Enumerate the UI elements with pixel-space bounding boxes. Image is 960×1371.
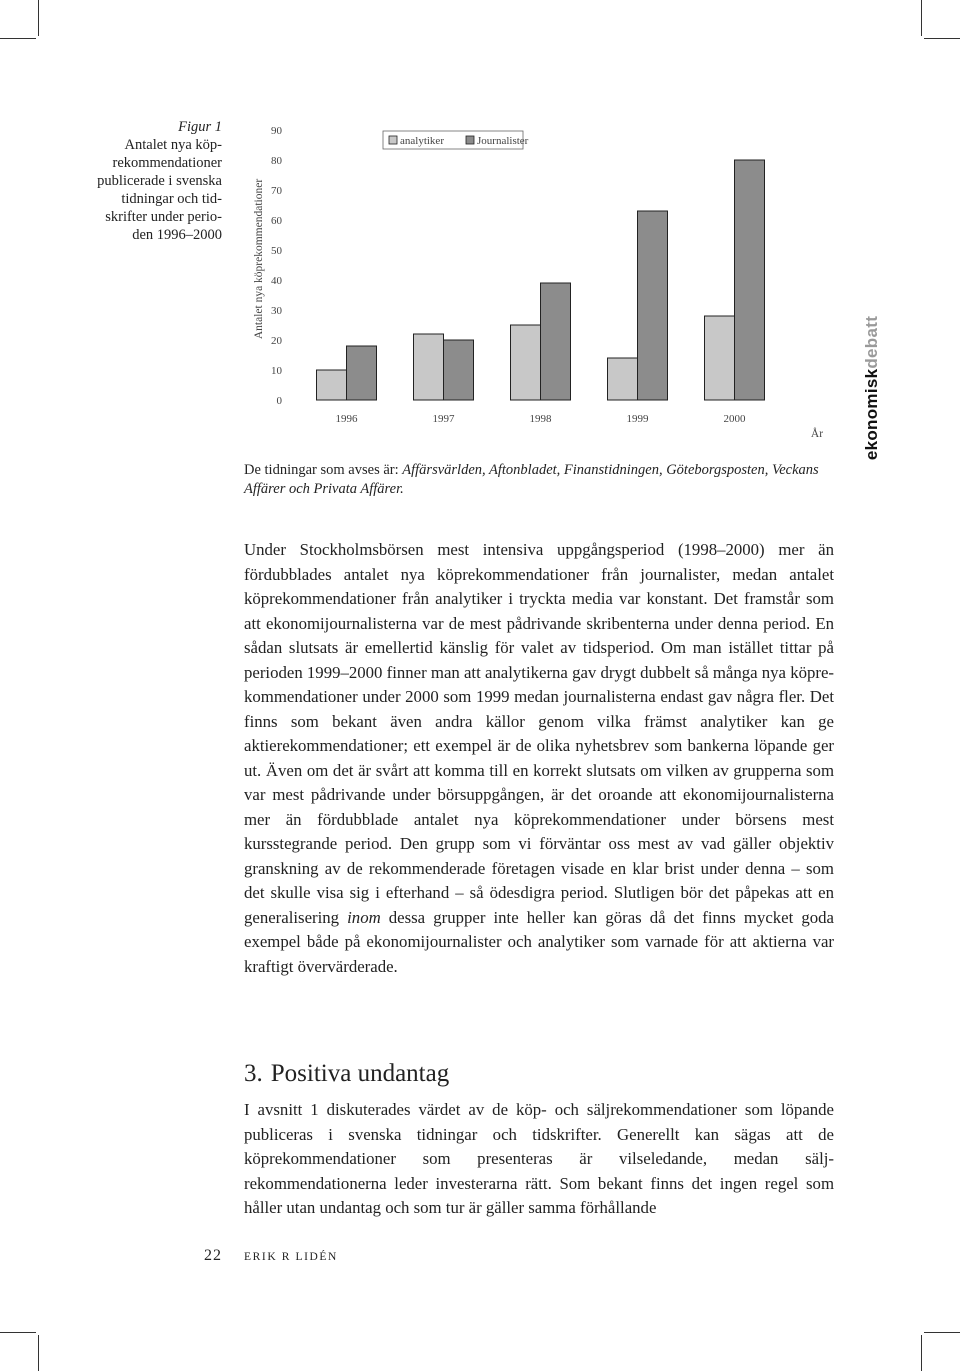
crop-mark <box>921 0 922 36</box>
figure-description: Antalet nya köprekommendationer publicerade i svenska tidningar och tidskrifter under perioden 1996–2000 <box>97 137 222 243</box>
body-text-part2: dessa grupper inte heller kan göras då det finns mycket goda exempel både på ekonomijournalister och analytiker som varnade för att aktierna var kraftigt övervärderade. <box>244 907 834 976</box>
legend-swatch-analytiker <box>389 136 397 144</box>
legend-label-analytiker: analytiker <box>400 135 444 147</box>
running-footer-author: ERIK R LIDÉN <box>244 1251 338 1263</box>
body-emphasis: inom <box>347 907 381 927</box>
bar-chart <box>240 110 840 445</box>
page-number: 22 <box>204 1247 222 1264</box>
crop-mark <box>38 0 39 36</box>
brand-part1: ekonomisk <box>862 368 881 460</box>
body-paragraph <box>244 538 834 979</box>
y-tick-label: 60 <box>271 215 282 227</box>
y-tick-label: 10 <box>271 365 282 377</box>
body-text-part1: Under Stockholmsbörsen mest intensiva uppgångsperiod (1998–2000) mer än fördubblades antalet nya köprekommendationer från journalister, medan antalet köprekommendationer från analytiker i tryckta media var konstant. Det framstår som att ekonomijournalisterna var de mest pådrivande skribenterna under denna period. En sådan slutsats är emellertid känslig för valet av tidsperiod. Om man istället tittar på perioden 1999–2000 finner man att analytikerna gav drygt dubbelt så många nya köprekommendationer under 2000 som 1999 medan journalisterna endast gav några fler. Det finns som bekant även andra källor genom vilka främst analytiker kan ge aktierekommendationer; ett exempel är de olika nyhetsbrev som bankerna löpande ger ut. Även om det är svårt att komma till en korrekt slutsats om vilken av grupperna som var mest pådrivande under börsuppgången, är det oroande att ekonomijournalisterna mer än fördubblade antalet nya köprekommendationer under börsens mest kursstegrande period. Den grupp som vi förväntar oss mest av vad gäller objektiv granskning av de rekommenderade företagen visade en klar brist under denna – som det skulle visa sig i efterhand – så ödesdigra period. Slutligen bör det påpekas att en generalisering <box>244 540 834 927</box>
legend-label-journalister: Journalister <box>477 135 529 147</box>
section-heading <box>244 1060 449 1088</box>
bar-analytiker-1997 <box>414 334 444 400</box>
bar-analytiker-1999 <box>608 358 638 400</box>
note-prefix: De tidningar som avses är: <box>244 462 403 478</box>
crop-mark <box>38 1335 39 1371</box>
x-tick-label: 2000 <box>723 413 746 425</box>
section-paragraph: I avsnitt 1 diskuterades värdet av de köp- och säljrekommendationer som löpande publiceras i svenska tidningar och tidskrifter. Generellt kan sägas att de köprekommendationer som presenteras är vilseledande, medan säljrekommendationerna leder investerarna rätt. Som bekant finns det ingen regel som håller utan undantag och som tur är gäller samma förhållande <box>244 1100 834 1217</box>
crop-mark <box>921 1335 922 1371</box>
figure-note <box>244 461 844 499</box>
section-number: 3. <box>244 1060 263 1087</box>
crop-mark <box>0 38 36 39</box>
x-tick-label: 1996 <box>335 413 358 425</box>
journal-brand <box>852 315 892 460</box>
figure-label: Figur 1 <box>178 119 222 135</box>
note-sources: Affärsvärlden, Aftonbladet, Finanstidningen, Göteborgsposten, Veckans Affärer och Privata Affärer. <box>244 462 819 497</box>
crop-mark <box>924 1332 960 1333</box>
crop-mark <box>0 1332 36 1333</box>
bar-journalister-1999 <box>638 211 668 400</box>
crop-mark <box>924 38 960 39</box>
bar-journalister-2000 <box>735 160 765 400</box>
bar-analytiker-2000 <box>705 316 735 400</box>
y-axis-label: Antalet nya köprekommendationer <box>253 178 265 340</box>
brand-part2: debatt <box>862 315 881 369</box>
y-tick-label: 0 <box>276 395 282 407</box>
bar-journalister-1997 <box>444 340 474 400</box>
y-tick-label: 90 <box>271 125 282 137</box>
y-tick-label: 50 <box>271 245 282 257</box>
y-tick-label: 70 <box>271 185 282 197</box>
bar-journalister-1996 <box>347 346 377 400</box>
bar-analytiker-1996 <box>317 370 347 400</box>
bar-analytiker-1998 <box>511 325 541 400</box>
legend-swatch-journalister <box>466 136 474 144</box>
x-tick-label: 1999 <box>626 413 649 425</box>
x-axis-label: År <box>810 428 824 440</box>
y-tick-label: 30 <box>271 305 282 317</box>
figure-caption <box>90 118 222 244</box>
x-tick-label: 1998 <box>529 413 552 425</box>
section-title: Positiva undantag <box>270 1060 450 1087</box>
x-tick-label: 1997 <box>432 413 455 425</box>
y-tick-label: 80 <box>271 155 282 167</box>
y-tick-label: 40 <box>271 275 282 287</box>
bar-journalister-1998 <box>541 283 571 400</box>
y-tick-label: 20 <box>271 335 282 347</box>
